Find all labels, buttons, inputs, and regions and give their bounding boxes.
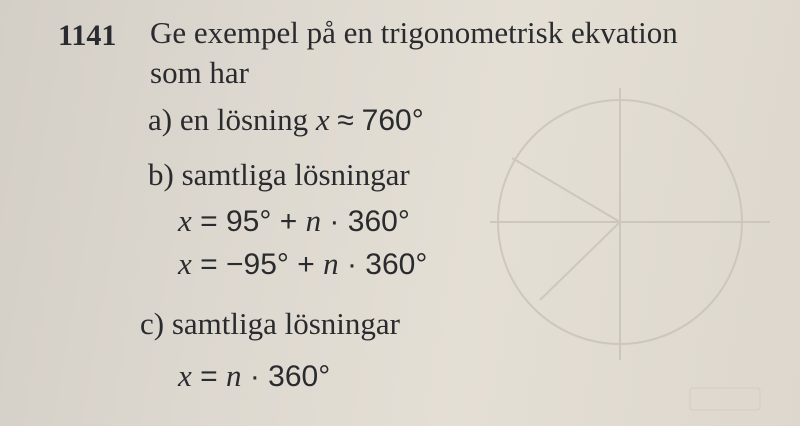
eq-n: n bbox=[323, 246, 339, 281]
eq-plus: + bbox=[297, 248, 315, 281]
problem-number: 1141 bbox=[58, 19, 117, 52]
eq-dot: · bbox=[346, 248, 357, 281]
part-c-equation-1 bbox=[178, 358, 330, 394]
eq-equals: = bbox=[200, 205, 218, 238]
eq-period: 360° bbox=[347, 205, 410, 238]
eq-variable: x bbox=[178, 358, 192, 393]
part-c bbox=[140, 306, 400, 342]
part-b bbox=[148, 157, 410, 193]
eq-n: n bbox=[225, 358, 242, 393]
part-a-text: en lösning bbox=[179, 102, 309, 137]
eq-variable: x bbox=[178, 246, 192, 281]
part-a-variable: x bbox=[315, 102, 330, 137]
eq-equals: = bbox=[200, 360, 218, 393]
part-a bbox=[148, 102, 424, 138]
eq-plus: + bbox=[279, 205, 298, 238]
part-b-equation-1 bbox=[178, 203, 410, 239]
eq-equals: = bbox=[200, 248, 218, 281]
part-b-equation-2 bbox=[178, 246, 427, 282]
eq-period: 360° bbox=[365, 248, 428, 281]
eq-period: 360° bbox=[268, 360, 331, 393]
eq-variable: x bbox=[178, 203, 192, 238]
eq-n: n bbox=[305, 203, 322, 238]
part-b-text: samtliga lösningar bbox=[181, 157, 410, 192]
part-c-text: samtliga lösningar bbox=[171, 306, 400, 341]
part-c-label: c) bbox=[140, 306, 165, 341]
part-a-approx: ≈ bbox=[337, 104, 354, 137]
part-b-label: b) bbox=[148, 157, 174, 192]
eq-angle: −95° bbox=[225, 248, 289, 281]
eq-angle: 95° bbox=[225, 205, 272, 238]
part-a-label: a) bbox=[148, 102, 173, 137]
eq-dot: · bbox=[329, 205, 340, 238]
question-line-2: som har bbox=[150, 55, 250, 90]
part-a-value: 760° bbox=[361, 104, 424, 137]
eq-dot: · bbox=[249, 360, 260, 393]
question-line-1: Ge exempel på en trigonometrisk ekvation bbox=[150, 15, 678, 50]
